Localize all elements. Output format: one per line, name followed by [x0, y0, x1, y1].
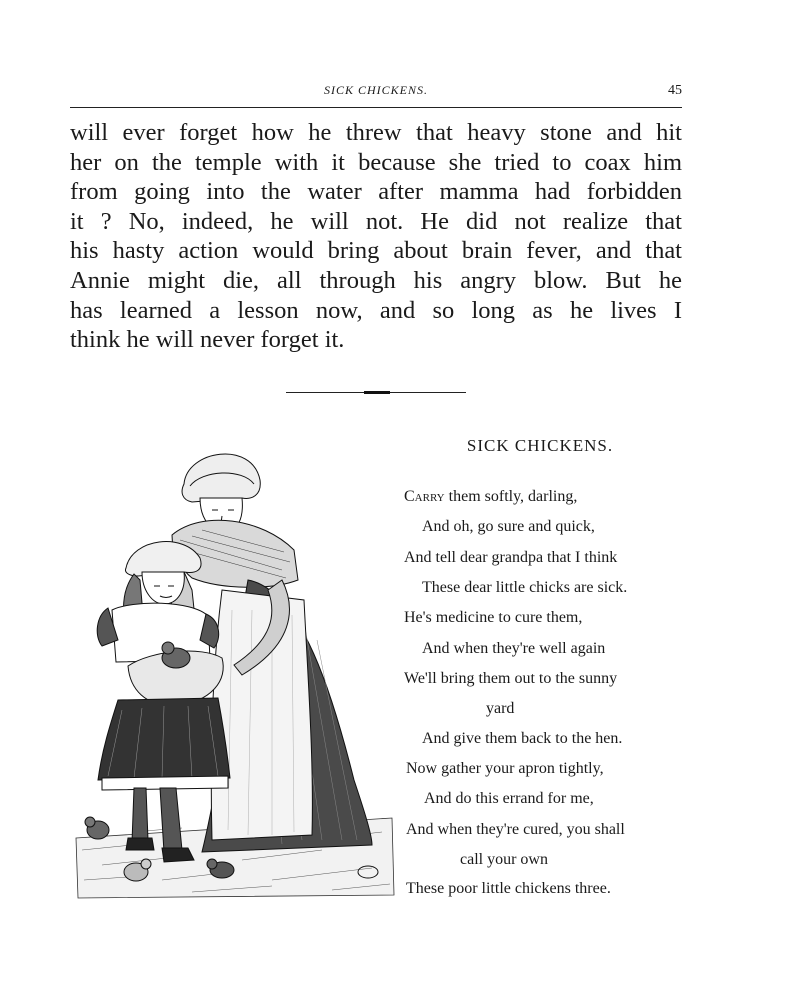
- prose-line: her on the temple with it because she tried to coax him: [70, 148, 682, 176]
- prose-line: it ? No, indeed, he will not. He did not realize that: [70, 207, 682, 235]
- poem-line: Now gather your apron tightly,: [406, 760, 604, 777]
- poem-line: [404, 488, 577, 506]
- prose-line: think he will never forget it.: [70, 326, 345, 354]
- poem-line: And do this errand for me,: [424, 790, 594, 807]
- poem-line: call your own: [460, 851, 548, 868]
- poem-line: He's medicine to cure them,: [404, 609, 583, 626]
- poem-line: And tell dear grandpa that I think: [404, 549, 618, 566]
- poem-line: And when they're cured, you shall: [406, 821, 625, 838]
- engraving-illustration: [72, 440, 398, 900]
- prose-line: his hasty action would bring about brain fever, and that: [70, 237, 682, 265]
- prose-paragraph: [70, 118, 682, 355]
- poem-line: And when they're well again: [422, 640, 606, 657]
- page-number: 45: [668, 83, 682, 98]
- prose-line: will ever forget how he threw that heavy stone and hit: [70, 119, 682, 146]
- poem-line: And give them back to the hen.: [422, 730, 623, 747]
- poem-title: SICK CHICKENS.: [466, 436, 614, 455]
- running-title: SICK CHICKENS.: [323, 83, 428, 97]
- prose-line: has learned a lesson now, and so long as he lives I: [70, 296, 682, 324]
- poem-line: These poor little chickens three.: [406, 880, 611, 897]
- poem-line: We'll bring them out to the sunny: [404, 670, 618, 687]
- prose-line: Annie might die, all through his angry blow. But he: [70, 266, 682, 294]
- poem-line-text: them softly, darling,: [444, 488, 578, 505]
- poem-line: yard: [486, 700, 515, 717]
- section-separator: [286, 390, 466, 396]
- header-rule: [70, 107, 682, 108]
- poem-line: These dear little chicks are sick.: [422, 579, 628, 596]
- running-header: [70, 83, 682, 103]
- poem-line: And oh, go sure and quick,: [422, 518, 595, 535]
- prose-line: from going into the water after mamma had forbidden: [70, 178, 682, 206]
- poem-first-word: Carry: [404, 488, 445, 505]
